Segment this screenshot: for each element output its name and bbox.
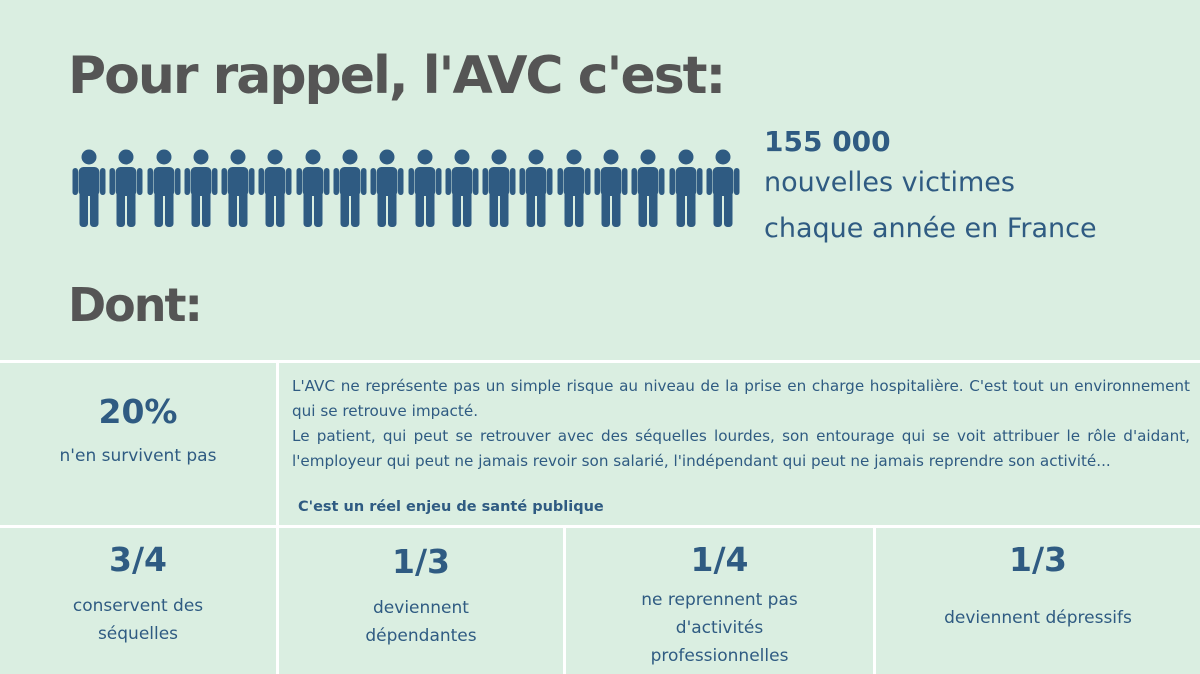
- stat-card-sequelae: [0, 540, 276, 648]
- stat-card-survival: [0, 392, 276, 470]
- person-icon: [445, 149, 479, 227]
- person-icon: [333, 149, 367, 227]
- stat-label-line1: conservent des: [72, 596, 204, 616]
- paragraph-line-2: Le patient, qui peut se retrouver avec des séquelles lourdes, son entourage qui se voit attribuer le rôle d'aidant, l'employeur qui peut ne jamais revoir son salarié, l'indépendant qui peut ne jamais reprendre son activité...: [292, 427, 1190, 470]
- person-icon: [519, 149, 553, 227]
- person-icon: [221, 149, 255, 227]
- stat-card-no-work: [566, 540, 873, 670]
- stat-label: deviennent dépressifs: [944, 608, 1132, 628]
- stat-label-line1: deviennent: [373, 598, 469, 618]
- person-icon: [706, 149, 740, 227]
- stat-label-line3: professionnelles: [650, 646, 789, 666]
- stat-value: 3/4: [109, 540, 167, 579]
- person-icon: [184, 149, 218, 227]
- divider-middle: [0, 525, 1200, 528]
- stat-label-line2: dépendantes: [365, 626, 477, 646]
- main-stat-number: 155 000: [764, 125, 891, 158]
- stat-value: 1/4: [690, 540, 749, 579]
- person-icon: [482, 149, 516, 227]
- person-icon: [370, 149, 404, 227]
- section-heading-dont: Dont:: [68, 278, 201, 332]
- context-paragraph: [292, 374, 1190, 474]
- people-pictogram: [72, 149, 740, 229]
- paragraph-highlight: C'est un réel enjeu de santé publique: [298, 499, 604, 515]
- main-stat: [764, 124, 1097, 252]
- person-icon: [557, 149, 591, 227]
- stat-card-dependent: [279, 542, 563, 650]
- stat-card-depressed: [876, 540, 1200, 632]
- person-icon: [72, 149, 106, 227]
- paragraph-line-1: L'AVC ne représente pas un simple risque au niveau de la prise en charge hospitalière. C'est tout un environnement qui se retrouve impacté.: [292, 377, 1190, 420]
- stat-label-line2: séquelles: [97, 624, 179, 644]
- person-icon: [631, 149, 665, 227]
- stat-label-line1: ne reprennent pas: [641, 590, 798, 610]
- person-icon: [147, 149, 181, 227]
- stat-value: 20%: [98, 392, 178, 431]
- stat-label-line2: d'activités: [675, 618, 764, 638]
- main-stat-caption-line2: chaque année en France: [764, 213, 1097, 244]
- main-stat-caption-line1: nouvelles victimes: [764, 167, 1015, 198]
- stat-value: 1/3: [1009, 540, 1067, 579]
- page-title: Pour rappel, l'AVC c'est:: [68, 46, 725, 106]
- person-icon: [408, 149, 442, 227]
- person-icon: [296, 149, 330, 227]
- divider-top: [0, 360, 1200, 363]
- person-icon: [594, 149, 628, 227]
- person-icon: [258, 149, 292, 227]
- person-icon: [669, 149, 703, 227]
- person-icon: [109, 149, 143, 227]
- stat-value: 1/3: [392, 542, 450, 581]
- stat-label: n'en survivent pas: [59, 446, 217, 466]
